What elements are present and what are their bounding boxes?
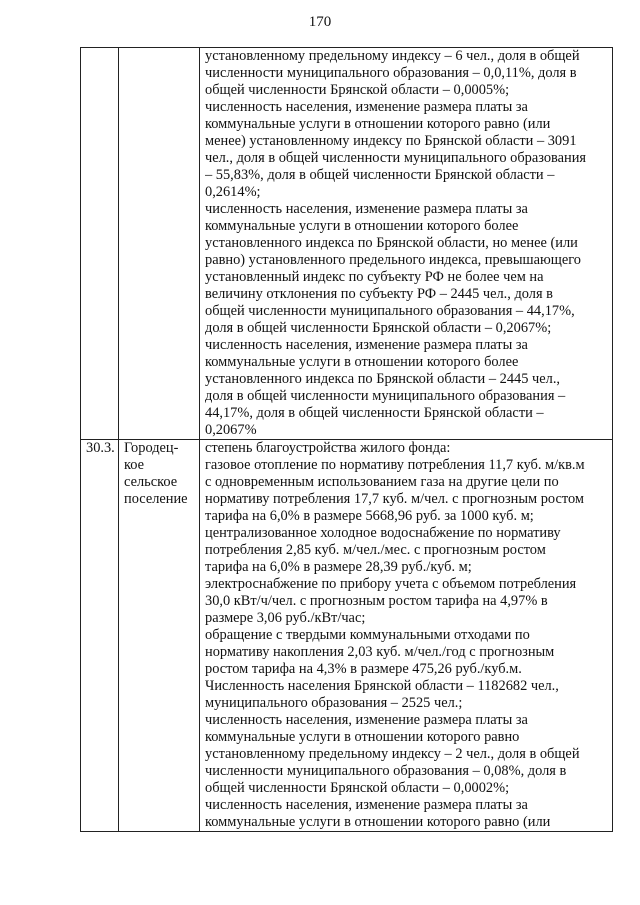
- table-row: [81, 48, 613, 440]
- description-line: численность населения, изменение размера платы за: [205, 712, 528, 728]
- description-line: с одновременным использованием газа на другие цели по: [205, 474, 559, 490]
- settlement-name-line: кое: [124, 457, 145, 473]
- description-line: менее) установленному индексу по Брянской области – 3091: [205, 133, 577, 149]
- description-line: тарифа на 6,0% в размере 28,39 руб./куб. м;: [205, 559, 472, 575]
- description-line: обращение с твердыми коммунальными отходами по: [205, 627, 530, 643]
- description-line: установленному предельному индексу – 2 чел., доля в общей: [205, 746, 580, 762]
- description-line: 0,2614%;: [205, 184, 261, 200]
- description-line: 30,0 кВт/ч/чел. с прогнозным ростом тарифа на 4,97% в: [205, 593, 548, 609]
- description-line: общей численности Брянской области – 0,0002%;: [205, 780, 510, 796]
- description-line: численность населения, изменение размера платы за: [205, 337, 528, 353]
- description-line: потребления 2,85 куб. м/чел./мес. с прогнозным ростом: [205, 542, 546, 558]
- description-line: численность населения, изменение размера платы за: [205, 99, 528, 115]
- description-line: нормативу потребления 17,7 куб. м/чел. с прогнозным ростом: [205, 491, 584, 507]
- description-line: чел., доля в общей численности муниципального образования: [205, 150, 587, 166]
- description-line: коммунальные услуги в отношении которого более: [205, 354, 519, 370]
- description-line: размере 3,06 руб./кВт/час;: [205, 610, 366, 626]
- settlement-name-line: сельское: [124, 474, 178, 490]
- description-line: централизованное холодное водоснабжение по нормативу: [205, 525, 561, 541]
- settlement-name-line: Городец-: [124, 440, 179, 456]
- description-line: газовое отопление по нормативу потребления 11,7 куб. м/кв.м: [205, 457, 585, 473]
- description-line: 0,2067%: [205, 422, 257, 438]
- description-line: коммунальные услуги в отношении которого равно (или: [205, 814, 551, 830]
- row-number: 30.3.: [86, 440, 115, 456]
- description-line: ростом тарифа на 4,3% в размере 475,26 руб./куб.м.: [205, 661, 522, 677]
- description-line: численности муниципального образования – 0,08%, доля в: [205, 763, 567, 779]
- document-table: [80, 47, 613, 832]
- description-line: 44,17%, доля в общей численности Брянской области –: [205, 405, 544, 421]
- row-number-cell: [81, 440, 119, 832]
- description-line: численность населения, изменение размера платы за: [205, 201, 528, 217]
- description-line: доля в общей численности Брянской области – 0,2067%;: [205, 320, 552, 336]
- description-line: равно) установленного предельного индекса, превышающего: [205, 252, 581, 268]
- table-row: [81, 440, 613, 832]
- table-body: [81, 48, 613, 832]
- description-cell: [200, 48, 613, 440]
- description-line: нормативу накопления 2,03 куб. м/чел./год с прогнозным: [205, 644, 555, 660]
- description-line: общей численности Брянской области – 0,0005%;: [205, 82, 510, 98]
- description-line: численность населения, изменение размера платы за: [205, 797, 528, 813]
- description-line: – 55,83%, доля в общей численности Брянской области –: [205, 167, 555, 183]
- description-cell: [200, 440, 613, 832]
- description-line: установленный индекс по субъекту РФ не более чем на: [205, 269, 544, 285]
- description-line: Численность населения Брянской области – 1182682 чел.,: [205, 678, 559, 694]
- settlement-name-cell: [119, 48, 200, 440]
- description-line: установленного индекса по Брянской области, но менее (или: [205, 235, 578, 251]
- description-line: электроснабжение по прибору учета с объемом потребления: [205, 576, 577, 592]
- row-number-cell: [81, 48, 119, 440]
- description-line: установленного индекса по Брянской области – 2445 чел.,: [205, 371, 561, 387]
- description-line: общей численности муниципального образования – 44,17%,: [205, 303, 575, 319]
- page-number: 170: [308, 14, 332, 30]
- settlement-name-cell: [119, 440, 200, 832]
- settlement-name-line: поселение: [124, 491, 188, 507]
- description-line: муниципального образования – 2525 чел.;: [205, 695, 463, 711]
- description-line: коммунальные услуги в отношении которого равно (или: [205, 116, 551, 132]
- description-line: тарифа на 6,0% в размере 5668,96 руб. за 1000 куб. м;: [205, 508, 534, 524]
- description-line: численности муниципального образования – 0,0,11%, доля в: [205, 65, 577, 81]
- description-line: степень благоустройства жилого фонда:: [205, 440, 451, 456]
- description-line: установленному предельному индексу – 6 чел., доля в общей: [205, 48, 580, 64]
- description-line: коммунальные услуги в отношении которого более: [205, 218, 519, 234]
- description-line: доля в общей численности муниципального образования –: [205, 388, 566, 404]
- description-line: величину отклонения по субъекту РФ – 2445 чел., доля в: [205, 286, 553, 302]
- description-line: коммунальные услуги в отношении которого равно: [205, 729, 520, 745]
